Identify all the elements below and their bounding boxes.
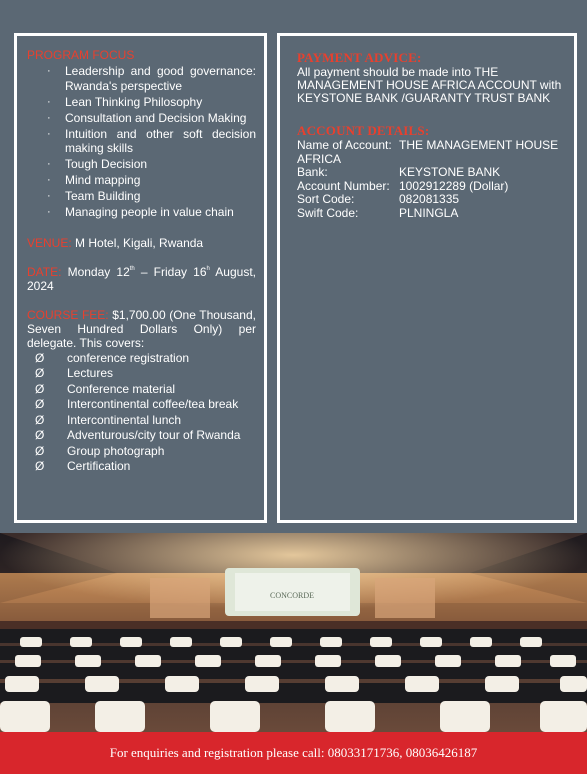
- payment-advice-text: All payment should be made into THE MANAGEMENT HOUSE AFRICA ACCOUNT with KEYSTONE BANK /GUARANTY TRUST BANK: [297, 65, 562, 105]
- course-fee-label: COURSE FEE:: [27, 307, 109, 322]
- account-row: Bank: KEYSTONE BANK: [297, 165, 501, 179]
- arrow-bullet-icon: Ø: [35, 366, 45, 380]
- list-item: Ø Intercontinental coffee/tea break: [35, 397, 239, 411]
- list-item: Ø Group photograph: [35, 443, 165, 458]
- program-focus-list: [27, 64, 256, 220]
- covers-list: [27, 351, 256, 475]
- list-item: Ø Certification: [35, 459, 131, 473]
- list-item: · Team Building: [47, 189, 141, 203]
- list-item: · Managing people in value chain: [47, 205, 234, 219]
- course-fee-value: $1,700.00 (One Thousand, Seven Hundred Dollars Only) per delegate. This covers:: [27, 307, 256, 350]
- list-item: Ø Intercontinental lunch: [35, 412, 182, 427]
- list-item: Ø conference registration: [35, 350, 190, 365]
- payment-panel: [277, 33, 577, 523]
- bullet-icon: ·: [47, 190, 51, 202]
- arrow-bullet-icon: Ø: [35, 443, 45, 458]
- list-item: Ø Lectures: [35, 366, 114, 380]
- course-fee-line: [27, 308, 256, 350]
- enquiries-footer: [0, 732, 587, 774]
- account-row: Sort Code: 082081335: [297, 192, 460, 206]
- list-item: Ø Conference material: [35, 381, 176, 396]
- bullet-icon: ·: [47, 65, 51, 77]
- arrow-bullet-icon: Ø: [35, 381, 45, 396]
- list-item: · Mind mapping: [47, 173, 141, 187]
- venue-value: M Hotel, Kigali, Rwanda: [75, 235, 204, 250]
- account-details-heading: ACCOUNT DETAILS:: [297, 123, 430, 138]
- payment-advice-heading: PAYMENT ADVICE:: [297, 50, 422, 65]
- program-focus-heading: PROGRAM FOCUS: [27, 48, 135, 62]
- account-row: Name of Account: THE MANAGEMENT HOUSE: [297, 138, 559, 152]
- account-row: AFRICA: [297, 151, 342, 166]
- bullet-icon: ·: [47, 206, 51, 218]
- banner-text: CONCORDE: [269, 591, 315, 600]
- bullet-icon: ·: [47, 158, 51, 170]
- bullet-icon: ·: [47, 111, 51, 124]
- list-item: Ø Adventurous/city tour of Rwanda: [35, 428, 241, 442]
- account-row: Swift Code: PLNINGLA: [297, 205, 459, 220]
- arrow-bullet-icon: Ø: [35, 428, 45, 442]
- conference-hall-image: [0, 533, 587, 732]
- program-panel: [14, 33, 267, 523]
- list-item: · Lean Thinking Philosophy: [47, 94, 203, 109]
- date-label: DATE:: [27, 264, 62, 279]
- list-item: · Consultation and Decision Making: [47, 110, 247, 125]
- arrow-bullet-icon: Ø: [35, 459, 45, 473]
- bullet-icon: ·: [47, 174, 51, 186]
- venue-label: VENUE:: [27, 235, 72, 250]
- bullet-icon: ·: [47, 95, 51, 108]
- list-item: · Leadership and good governance: Rwanda's perspective: [47, 64, 256, 93]
- bullet-icon: ·: [47, 127, 51, 140]
- date-line: DATE: Monday 12th – Friday 16$^h$ August, 2024: [27, 264, 256, 293]
- conference-hall-photo: [0, 533, 587, 732]
- arrow-bullet-icon: Ø: [35, 397, 45, 411]
- arrow-bullet-icon: Ø: [35, 412, 45, 427]
- arrow-bullet-icon: Ø: [35, 350, 45, 365]
- list-item: · Tough Decision: [47, 157, 148, 171]
- list-item: · Intuition and other soft decision making skills: [47, 126, 256, 155]
- account-details-table: [297, 139, 564, 220]
- account-row: Account Number: 1002912289 (Dollar): [297, 178, 509, 193]
- venue-line: [27, 236, 256, 250]
- footer-text: For enquiries and registration please call: 08033171736, 08036426187: [109, 745, 478, 760]
